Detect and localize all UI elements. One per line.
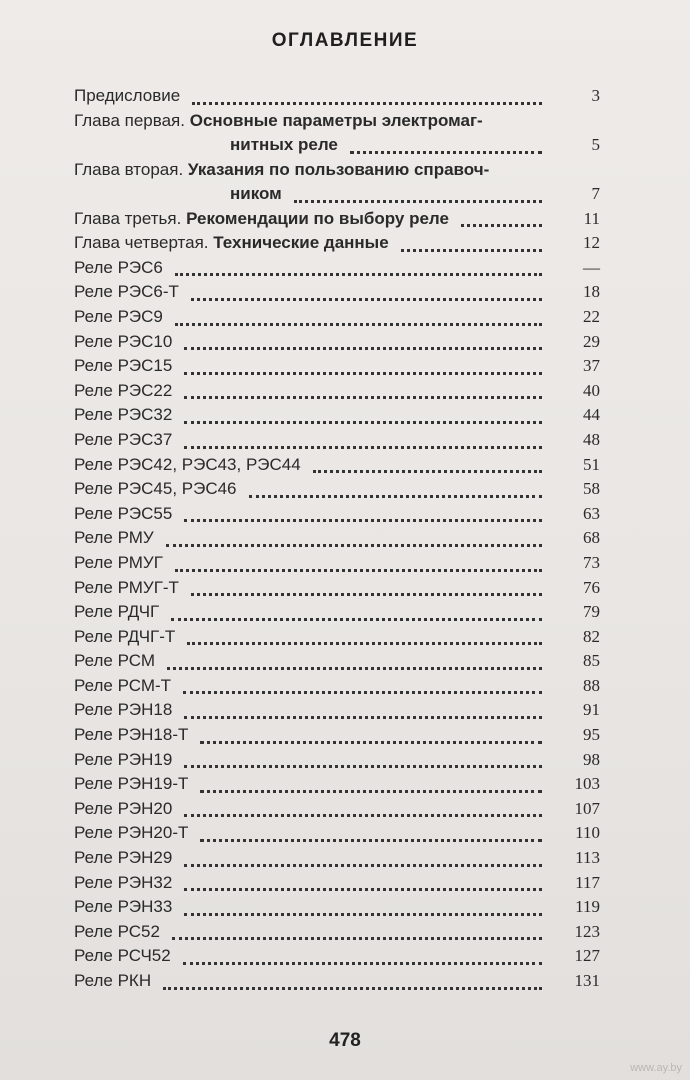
entry-label: Реле РКН (74, 971, 152, 990)
toc-entry-title (74, 403, 172, 428)
entry-label: Реле РЭС22 (74, 380, 173, 400)
entry-page-number: 3 (591, 86, 600, 105)
entry-label: Реле РЭН20-Т (74, 823, 189, 843)
entry-page-number: 5 (591, 135, 600, 154)
leader-dots (163, 973, 542, 990)
entry-label: Реле РС52 (74, 921, 160, 941)
toc-entry (74, 280, 604, 305)
toc-entry-title (74, 477, 237, 502)
toc-entry-title (74, 84, 180, 109)
toc-entry-title (74, 354, 172, 379)
toc-entry (74, 723, 604, 748)
toc-entry-title (74, 158, 489, 183)
toc-entry (74, 625, 604, 650)
entry-page-number: 63 (583, 503, 600, 523)
leader-dots (184, 432, 542, 449)
toc-entry-title (74, 920, 160, 945)
toc-entry (74, 428, 604, 453)
toc-entry-title (74, 453, 301, 478)
toc-entry-title (74, 846, 172, 871)
entry-page-number: 107 (574, 798, 600, 818)
entry-page-number: 127 (574, 946, 600, 966)
leader-dots (167, 653, 542, 670)
toc-entry-title (74, 109, 483, 134)
toc-entry (74, 207, 604, 232)
entry-label: Реле РЭС6-Т (74, 282, 179, 302)
entry-page-number: 95 (583, 725, 600, 745)
entry-label: Реле РЭС15 (74, 356, 173, 376)
entry-label-bold: Технические данные (213, 233, 389, 253)
leader-dots (294, 186, 542, 203)
table-of-contents (74, 84, 604, 994)
entry-label: Реле РЭС37 (74, 429, 173, 449)
toc-entry-title (74, 698, 172, 723)
toc-entry (74, 649, 604, 674)
leader-dots (200, 825, 542, 842)
toc-entry (74, 502, 604, 527)
toc-entry (74, 920, 604, 945)
leader-dots (184, 899, 542, 916)
toc-entry-title (74, 551, 163, 576)
toc-entry (74, 330, 604, 355)
page-number: 478 (329, 1030, 361, 1051)
toc-entry-title (74, 625, 175, 650)
toc-entry-title (74, 649, 155, 674)
entry-page-number: 40 (583, 380, 600, 400)
toc-entry-title (74, 871, 172, 896)
toc-entry (74, 748, 604, 773)
entry-page-number: 22 (583, 306, 600, 326)
entry-page-number: 110 (575, 823, 600, 843)
leader-dots (200, 727, 542, 744)
entry-page-number: 18 (583, 282, 600, 302)
entry-label: Реле РЭН18 (74, 700, 173, 720)
toc-entry (74, 256, 604, 281)
toc-entry (74, 797, 604, 822)
leader-dots (191, 579, 542, 596)
entry-label: Реле РЭС32 (74, 405, 173, 425)
leader-dots (184, 333, 542, 350)
toc-entry-title (74, 330, 172, 355)
entry-page-number: 91 (583, 700, 600, 720)
leader-dots (191, 284, 542, 301)
toc-entry-title (74, 502, 172, 527)
toc-entry-title (74, 969, 151, 994)
entry-label: Реле РЭН18-Т (74, 725, 189, 745)
entry-page-number: 73 (583, 552, 600, 572)
entry-page-number: 85 (583, 651, 600, 671)
entry-label: Реле РЭН33 (74, 897, 173, 917)
toc-entry-title (74, 428, 172, 453)
leader-dots (350, 137, 542, 154)
entry-page-number: 117 (575, 872, 600, 892)
entry-label: Предисловие (74, 86, 181, 105)
toc-entry (74, 453, 604, 478)
leader-dots (187, 628, 542, 645)
entry-label: Реле РЭС9 (74, 306, 163, 326)
toc-entry (74, 403, 604, 428)
leader-dots (184, 874, 542, 891)
entry-page-number: 11 (583, 208, 600, 228)
toc-entry (74, 354, 604, 379)
entry-page-number: 51 (583, 454, 600, 474)
toc-entry (74, 576, 604, 601)
toc-entry (74, 895, 604, 920)
entry-page-number: 7 (591, 184, 600, 203)
entry-label: Реле РЭС6 (74, 257, 163, 277)
entry-label-continuation: ником (230, 183, 282, 203)
leader-dots (184, 407, 542, 424)
watermark: www.ay.by (630, 1062, 682, 1074)
toc-entry-title (74, 895, 172, 920)
toc-entry (74, 871, 604, 896)
leader-dots (184, 702, 542, 719)
toc-entry (74, 772, 604, 797)
toc-entry (74, 600, 604, 625)
toc-entry (74, 84, 604, 109)
entry-label: Реле РЭС10 (74, 331, 173, 351)
entry-label-bold: Основные параметры электромаг- (189, 110, 483, 130)
leader-dots (184, 358, 542, 375)
toc-entry (74, 969, 604, 994)
entry-label-bold: Рекомендации по выбору реле (186, 208, 449, 228)
toc-entry-title (74, 379, 172, 404)
toc-title: ОГЛАВЛЕНИЕ (271, 30, 419, 51)
entry-label: Реле РЭН19-Т (74, 774, 189, 794)
entry-page-number: 103 (574, 774, 600, 794)
toc-entry (74, 305, 604, 330)
entry-page-number: 76 (583, 577, 600, 597)
toc-entry-title (74, 207, 449, 232)
toc-entry (74, 379, 604, 404)
entry-label: Реле РЭН32 (74, 872, 173, 892)
entry-page-number: 98 (583, 749, 600, 769)
entry-label: Глава первая. (74, 110, 190, 130)
toc-entry-title (74, 772, 188, 797)
toc-entry-title (74, 600, 159, 625)
toc-entry (74, 698, 604, 723)
toc-entry-title (74, 526, 154, 551)
toc-entry (74, 944, 604, 969)
toc-entry-title (74, 748, 172, 773)
leader-dots (249, 481, 542, 498)
leader-dots (184, 850, 542, 867)
entry-page-number: — (583, 257, 600, 277)
entry-page-number: 123 (574, 921, 600, 941)
entry-label: Реле РЭН20 (74, 798, 173, 818)
leader-dots (183, 948, 542, 965)
toc-entry (74, 158, 604, 207)
entry-label: Реле РЭС42, РЭС43, РЭС44 (74, 454, 301, 474)
leader-dots (184, 800, 542, 817)
entry-page-number: 88 (583, 675, 600, 695)
entry-label: Реле РДЧГ (74, 602, 160, 622)
entry-label: Реле РСЧ52 (74, 946, 171, 966)
toc-entry (74, 551, 604, 576)
entry-page-number: 131 (574, 971, 600, 990)
entry-page-number: 79 (583, 602, 600, 622)
leader-dots (171, 604, 542, 621)
leader-dots (401, 235, 542, 252)
entry-label: Глава четвертая. (74, 233, 214, 253)
entry-label: Реле РЭН29 (74, 848, 173, 868)
leader-dots (183, 677, 542, 694)
entry-label-continuation: нитных реле (230, 134, 338, 154)
toc-entry (74, 477, 604, 502)
toc-entry-title (74, 231, 389, 256)
entry-page-number: 29 (583, 331, 600, 351)
toc-entry (74, 109, 604, 158)
toc-entry-title (74, 674, 171, 699)
leader-dots (184, 382, 542, 399)
entry-label: Реле РЭН19 (74, 749, 173, 769)
leader-dots (192, 88, 542, 105)
leader-dots (461, 210, 542, 227)
toc-entry-title (74, 280, 179, 305)
entry-page-number: 48 (583, 429, 600, 449)
toc-entry (74, 526, 604, 551)
entry-label-bold: Указания по пользованию справоч- (187, 159, 490, 179)
toc-entry-title (74, 305, 163, 330)
leader-dots (184, 505, 542, 522)
toc-entry (74, 821, 604, 846)
toc-entry-title (74, 797, 172, 822)
entry-label: Глава вторая. (74, 159, 188, 179)
entry-label: Реле РМУ (74, 528, 154, 548)
toc-entry-title (74, 256, 163, 281)
toc-entry-title (74, 576, 179, 601)
entry-page-number: 68 (583, 528, 600, 548)
entry-page-number: 12 (583, 233, 600, 253)
entry-page-number: 44 (583, 405, 600, 425)
entry-page-number: 37 (583, 356, 600, 376)
toc-entry-title (74, 821, 188, 846)
entry-label: Реле РЭС45, РЭС46 (74, 479, 237, 499)
entry-label: Реле РЭС55 (74, 503, 173, 523)
leader-dots (313, 456, 542, 473)
entry-label: Реле РСМ (74, 651, 155, 671)
entry-label: Реле РМУГ (74, 552, 163, 572)
leader-dots (200, 776, 542, 793)
leader-dots (175, 555, 542, 572)
entry-page-number: 113 (575, 848, 600, 868)
leader-dots (184, 751, 542, 768)
toc-entry-title (74, 723, 188, 748)
entry-page-number: 82 (583, 626, 600, 646)
leader-dots (166, 530, 542, 547)
toc-entry (74, 674, 604, 699)
leader-dots (172, 923, 542, 940)
leader-dots (175, 309, 542, 326)
toc-entry-title (74, 944, 171, 969)
entry-label: Реле РСМ-Т (74, 675, 172, 695)
entry-label: Реле РДЧГ-Т (74, 626, 176, 646)
entry-label: Глава третья. (74, 208, 187, 228)
leader-dots (175, 259, 542, 276)
toc-entry (74, 846, 604, 871)
entry-page-number: 58 (583, 479, 600, 499)
entry-page-number: 119 (575, 897, 600, 917)
entry-label: Реле РМУГ-Т (74, 577, 179, 597)
toc-entry (74, 231, 604, 256)
